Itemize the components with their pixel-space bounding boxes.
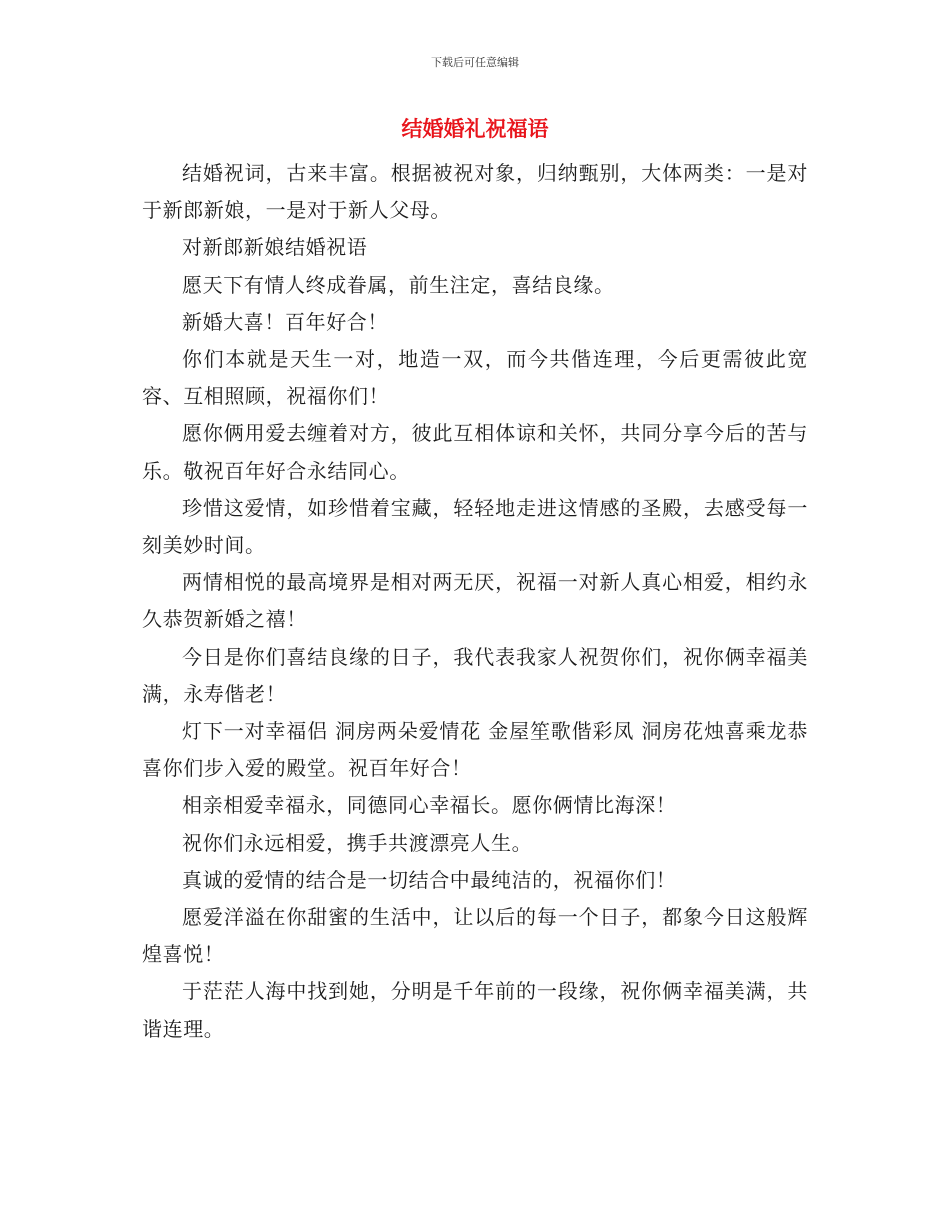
document-title: 结婚婚礼祝福语 <box>401 117 549 141</box>
paragraph-blessing: 于茫茫人海中找到她，分明是千年前的一段缘，祝你俩幸福美满，共谐连理。 <box>142 979 808 1041</box>
paragraph-blessing: 祝你们永远相爱，携手共渡漂亮人生。 <box>182 830 533 855</box>
paragraph-blessing: 你们本就是天生一对，地造一双，而今共偕连理，今后更需彼此宽容、互相照顾，祝福你们！ <box>142 347 808 409</box>
document-body <box>142 155 808 1048</box>
paragraph-intro: 结婚祝词，古来丰富。根据被祝对象，归纳甄别，大体两类：一是对于新郎新娘，一是对于新人父母。 <box>142 161 808 223</box>
paragraph-blessing: 今日是你们喜结良缘的日子，我代表我家人祝贺你们，祝你俩幸福美满，永寿偕老！ <box>142 644 808 706</box>
paragraph-blessing: 愿天下有情人终成眷属，前生注定，喜结良缘。 <box>182 272 615 297</box>
paragraph-blessing: 两情相悦的最高境界是相对两无厌，祝福一对新人真心相爱，相约永久恭贺新婚之禧！ <box>142 570 808 632</box>
paragraph-blessing: 愿爱洋溢在你甜蜜的生活中，让以后的每一个日子，都象今日这般辉煌喜悦！ <box>142 905 808 967</box>
header-note: 下载后可任意编辑 <box>431 56 519 69</box>
paragraph-blessing: 新婚大喜！百年好合！ <box>182 309 388 334</box>
paragraph-blessing: 相亲相爱幸福永，同德同心幸福长。愿你俩情比海深！ <box>182 793 677 818</box>
paragraph-section-heading: 对新郎新娘结婚祝语 <box>182 235 368 260</box>
paragraph-blessing: 真诚的爱情的结合是一切结合中最纯洁的，祝福你们！ <box>182 867 677 892</box>
paragraph-blessing: 愿你俩用爱去缠着对方，彼此互相体谅和关怀，共同分享今后的苦与乐。敬祝百年好合永结同心。 <box>142 421 808 483</box>
paragraph-blessing: 灯下一对幸福侣 洞房两朵爱情花 金屋笙歌偕彩凤 洞房花烛喜乘龙恭喜你们步入爱的殿堂。祝百年好合！ <box>142 719 808 781</box>
paragraph-blessing: 珍惜这爱情，如珍惜着宝藏，轻轻地走进这情感的圣殿，去感受每一刻美妙时间。 <box>142 495 808 558</box>
